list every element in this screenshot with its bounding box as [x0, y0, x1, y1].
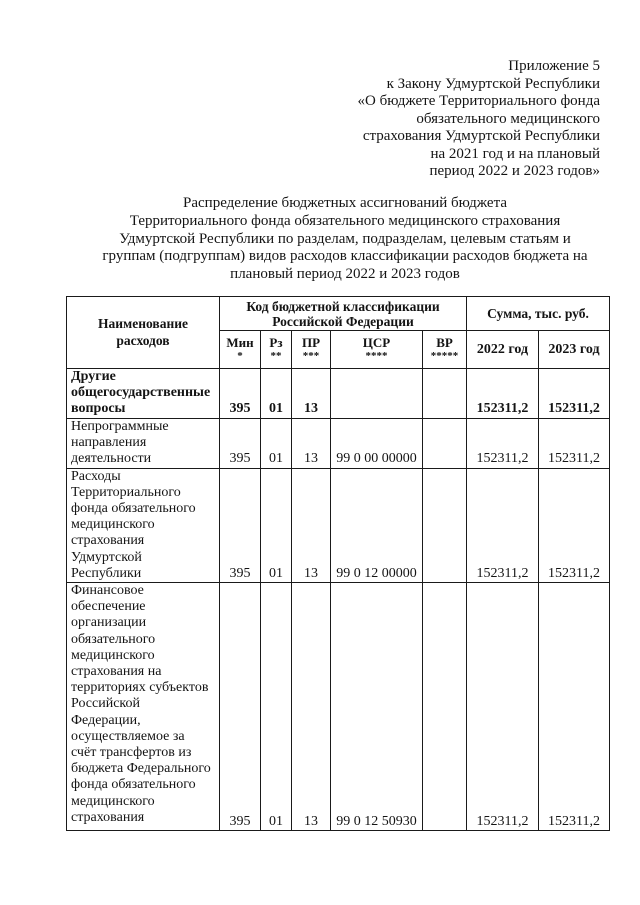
cell-min: 395 — [220, 583, 261, 831]
header-min-mark: * — [237, 350, 243, 362]
header-rz — [261, 331, 292, 369]
cell-sum-2023: 152311,2 — [539, 418, 610, 468]
table-row — [67, 369, 610, 419]
cell-name: Другие общегосударственные вопросы — [67, 369, 220, 419]
cell-sum-2023: 152311,2 — [539, 468, 610, 582]
cell-pr: 13 — [292, 369, 331, 419]
cell-vr — [423, 418, 467, 468]
cell-name: Расходы Территориального фонда обязательного медицинского страхования Удмуртской Республики — [67, 468, 220, 582]
header-csr-label: ЦСР — [362, 335, 391, 350]
cell-csr: 99 0 12 50930 — [331, 583, 423, 831]
cell-pr: 13 — [292, 418, 331, 468]
appendix-note: Приложение 5 к Закону Удмуртской Республики «О бюджете Территориального фонда обязательного медицинского страхования Удмуртской Республики на 2021 год и на плановый период 2022 и 2023 годов» — [357, 58, 600, 179]
header-sum-group: Сумма, тыс. руб. — [467, 297, 610, 331]
cell-sum-2022: 152311,2 — [467, 468, 539, 582]
cell-vr — [423, 369, 467, 419]
cell-sum-2022: 152311,2 — [467, 418, 539, 468]
cell-sum-2022: 152311,2 — [467, 583, 539, 831]
cell-pr: 13 — [292, 583, 331, 831]
header-vr-mark: ***** — [430, 350, 459, 362]
header-name: Наименование расходов — [67, 297, 220, 369]
cell-sum-2022: 152311,2 — [467, 369, 539, 419]
header-code-group: Код бюджетной классификации Российской Федерации — [220, 297, 467, 331]
cell-min: 395 — [220, 468, 261, 582]
table-header-row — [67, 297, 610, 331]
header-pr-label: ПР — [301, 335, 321, 350]
cell-vr — [423, 468, 467, 582]
cell-rz: 01 — [261, 468, 292, 582]
cell-vr — [423, 583, 467, 831]
header-year-2022: 2022 год — [467, 331, 539, 369]
header-csr — [331, 331, 423, 369]
header-vr — [423, 331, 467, 369]
cell-sum-2023: 152311,2 — [539, 369, 610, 419]
header-rz-label: Рз — [269, 335, 283, 350]
cell-rz: 01 — [261, 583, 292, 831]
cell-min: 395 — [220, 369, 261, 419]
table-row — [67, 418, 610, 468]
cell-csr: 99 0 12 00000 — [331, 468, 423, 582]
header-rz-mark: ** — [270, 350, 282, 362]
header-pr-mark: *** — [302, 350, 320, 362]
cell-pr: 13 — [292, 468, 331, 582]
header-min — [220, 331, 261, 369]
header-pr — [292, 331, 331, 369]
header-year-2023: 2023 год — [539, 331, 610, 369]
cell-rz: 01 — [261, 418, 292, 468]
header-csr-mark: **** — [365, 350, 388, 362]
header-min-label: Мин — [226, 335, 254, 350]
table-row — [67, 583, 610, 831]
table-row — [67, 468, 610, 582]
header-vr-label: ВР — [436, 335, 453, 350]
cell-rz: 01 — [261, 369, 292, 419]
cell-name: Непрограммные направления деятельности — [67, 418, 220, 468]
budget-table — [66, 296, 610, 831]
cell-name: Финансовое обеспечение организации обязательного медицинского страхования на территориях субъектов Российской Федерации, осуществляемое за счёт трансфертов из бюджета Федерального фонда обязательного медицинского страхования — [67, 583, 220, 831]
cell-min: 395 — [220, 418, 261, 468]
cell-csr — [331, 369, 423, 419]
document-title: Распределение бюджетных ассигнований бюджета Территориального фонда обязательного медицинского страхования Удмуртской Республики по разделам, подразделам, целевым статьям и группам (подгруппам) видов расходов классификации расходов бюджета на плановый период 2022 и 2023 годов — [102, 195, 588, 282]
cell-sum-2023: 152311,2 — [539, 583, 610, 831]
cell-csr: 99 0 00 00000 — [331, 418, 423, 468]
